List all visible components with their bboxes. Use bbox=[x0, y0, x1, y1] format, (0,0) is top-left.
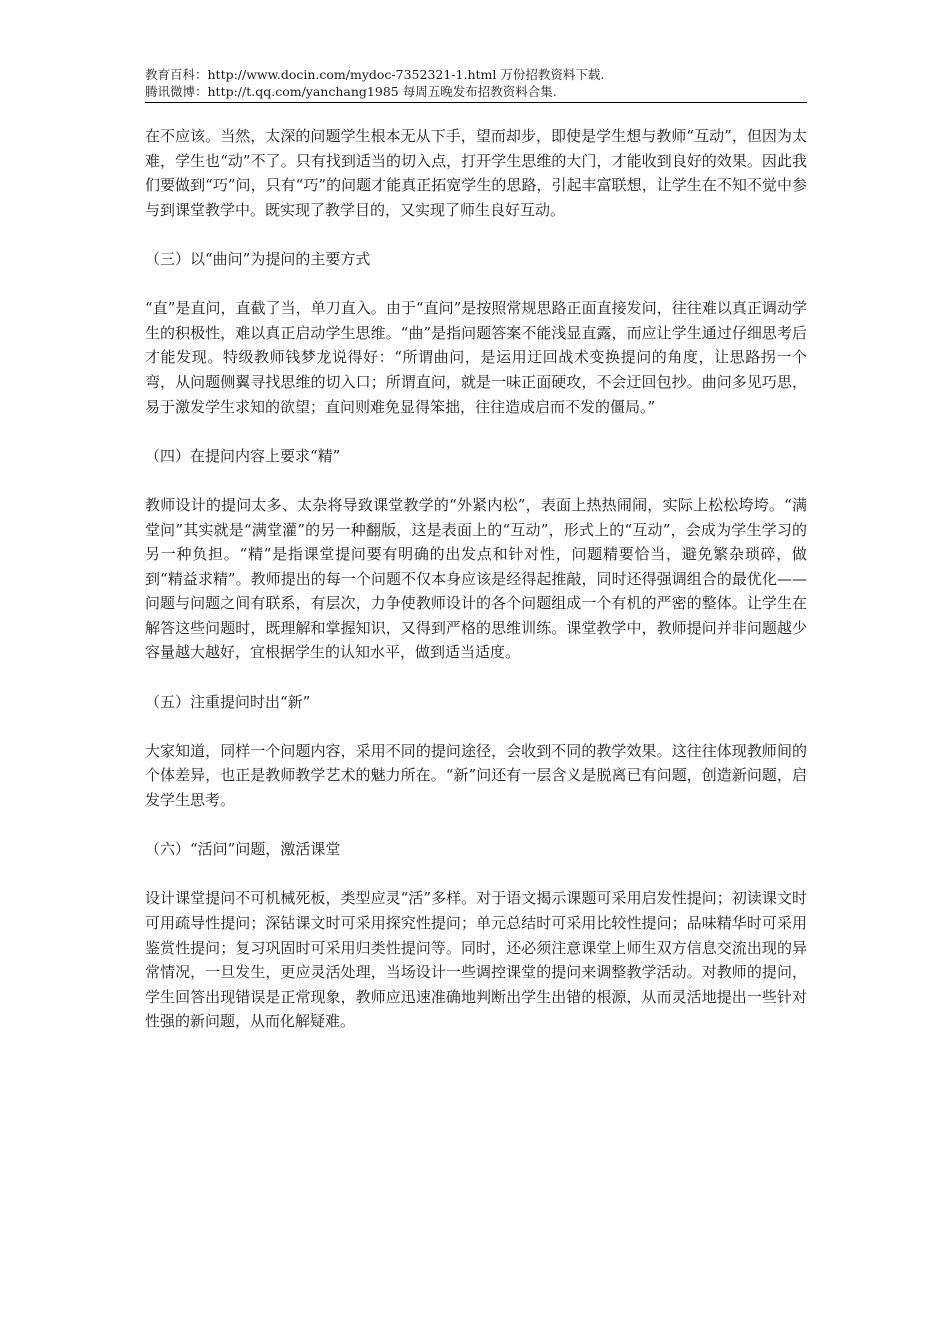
document-body bbox=[145, 124, 807, 1034]
section-paragraph-5: 大家知道，同样一个问题内容，采用不同的提问途径，会收到不同的教学效果。这往往体现教师间的个体差异，也正是教师教学艺术的魅力所在。“新”问还有一层含义是脱离已有问题，创造新问题，启发学生思考。 bbox=[145, 741, 807, 810]
paragraph-gap bbox=[145, 419, 807, 444]
paragraph-gap bbox=[145, 665, 807, 690]
header-line-docin: 教育百科：http://www.docin.com/mydoc-7352321-1.html 万份招教资料下载. bbox=[145, 67, 605, 82]
paragraph-gap bbox=[145, 714, 807, 739]
paragraph-gap bbox=[145, 272, 807, 297]
paragraph-gap bbox=[145, 862, 807, 887]
section-paragraph-3: “直”是直问，直截了当，单刀直入。由于“直问”是按照常规思路正面直接发问，往往难以真正调动学生的积极性，难以真正启动学生思维。“曲”是指问题答案不能浅显直露，而应让学生通过仔细思考后才能发现。特级教师钱梦龙说得好：“所谓曲问，是运用迂回战术变换提问的角度，让思路拐一个弯，从问题侧翼寻找思维的切入口；所谓直问，就是一味正面硬攻，不会迂回包抄。曲问多见巧思，易于激发学生求知的欲望；直问则难免显得笨拙，往往造成启而不发的僵局。” bbox=[145, 299, 807, 416]
section-heading-6: （六）“活问”问题，激活课堂 bbox=[145, 840, 341, 859]
section-paragraph-4: 教师设计的提问太多、太杂将导致课堂教学的“外紧内松”，表面上热热闹闹，实际上松松垮垮。“满堂问”其实就是“满堂灌”的另一种翻版，这是表面上的“互动”，形式上的“互动”，会成为学生学习的另一种负担。“精”是指课堂提问要有明确的出发点和针对性，问题精要恰当，避免繁杂琐碎，做到“精益求精”。教师提出的每一个问题不仅本身应该是经得起推敲，同时还得强调组合的最优化——问题与问题之间有联系，有层次，力争使教师设计的各个问题组成一个有机的严密的整体。让学生在解答这些问题时，既理解和掌握知识，又得到严格的思维训练。课堂教学中，教师提问并非问题越少容量越大越好，宜根据学生的认知水平，做到适当适度。 bbox=[145, 495, 807, 662]
intro-paragraph: 在不应该。当然，太深的问题学生根本无从下手，望而却步，即使是学生想与教师“互动”，但因为太难，学生也“动”不了。只有找到适当的切入点，打开学生思维的大门，才能收到良好的效果。因此我们要做到“巧”问，只有“巧”的问题才能真正拓宽学生的思路，引起丰富联想，让学生在不知不觉中参与到课堂教学中。既实现了教学目的，又实现了师生良好互动。 bbox=[145, 127, 807, 219]
paragraph-gap bbox=[145, 222, 807, 247]
section-paragraph-6: 设计课堂提问不可机械死板，类型应灵“活”多样。对于语文揭示课题可采用启发性提问；初读课文时可用疏导性提问；深钻课文时可采用探究性提问；单元总结时可采用比较性提问；品味精华时可采用鉴赏性提问；复习巩固时可采用归类性提问等。同时，还必须注意课堂上师生双方信息交流出现的异常情况，一旦发生，更应灵活处理，当场设计一些调控课堂的提问来调整教学活动。对教师的提问，学生回答出现错误是正常现象，教师应迅速准确地判断出学生出错的根源，从而灵活地提出一些针对性强的新问题，从而化解疑难。 bbox=[145, 889, 807, 1031]
section-heading-5: （五）注重提问时出“新” bbox=[145, 692, 311, 711]
page-header bbox=[145, 66, 807, 103]
paragraph-gap bbox=[145, 468, 807, 493]
section-heading-4: （四）在提问内容上要求“精” bbox=[145, 446, 341, 465]
header-line-weibo: 腾讯微博：http://t.qq.com/yanchang1985 每周五晚发布招教资料合集. bbox=[145, 84, 557, 99]
section-heading-3: （三）以“曲问”为提问的主要方式 bbox=[145, 249, 371, 268]
paragraph-gap bbox=[145, 813, 807, 838]
